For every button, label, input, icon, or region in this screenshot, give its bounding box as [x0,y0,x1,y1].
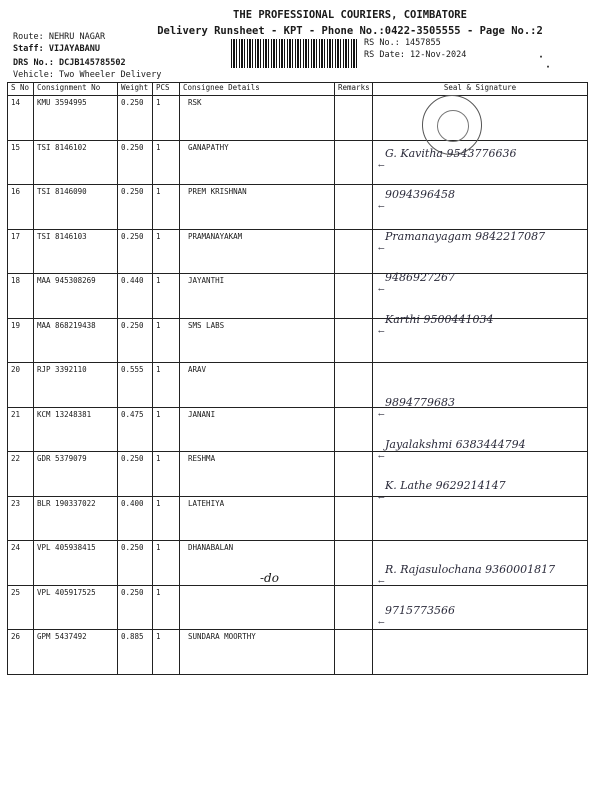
cell-consignee: PREM KRISHNAN [180,185,335,230]
cell-consignee: JAYANTHI [180,274,335,319]
cell-remarks [335,318,373,363]
table-row [8,318,588,363]
cell-weight: 0.440 [118,274,153,319]
ditto-mark: -do [260,570,279,585]
vehicle-label: Vehicle: Two Wheeler Delivery [13,70,162,80]
column-header: Seal & Signature [373,83,588,96]
cell-pcs: 1 [153,363,180,408]
cell-consignment: KCM 13248381 [34,407,118,452]
table-row [8,274,588,319]
cell-sno: 20 [8,363,34,408]
company-title: THE PROFESSIONAL COURIERS, COIMBATORE [233,9,467,21]
tick-mark-icon: ← [378,285,385,295]
handwritten-signature: 9894779683 [385,396,455,410]
handwritten-signature: 9715773566 [385,604,455,618]
cell-sno: 15 [8,140,34,185]
cell-consignee: JANANI [180,407,335,452]
table-header-row [8,83,588,96]
tick-mark-icon: ← [378,576,385,586]
cell-remarks [335,229,373,274]
table-row [8,585,588,630]
barcode-icon [231,39,358,68]
cell-weight: 0.250 [118,185,153,230]
cell-pcs: 1 [153,541,180,586]
cell-consignee: DHANABALAN [180,541,335,586]
cell-sno: 26 [8,630,34,675]
cell-pcs: 1 [153,274,180,319]
cell-sno: 21 [8,407,34,452]
cell-pcs: 1 [153,318,180,363]
cell-consignee: ARAV [180,363,335,408]
cell-weight: 0.475 [118,407,153,452]
cell-consignee: SUNDARA MOORTHY [180,630,335,675]
cell-pcs: 1 [153,452,180,497]
tick-mark-icon: ← [378,327,385,336]
cell-consignee [180,585,335,630]
cell-weight: 0.885 [118,630,153,675]
handwritten-signature: 9486927267 [385,271,455,285]
cell-remarks [335,452,373,497]
cell-consignment: BLR 190337022 [34,496,118,541]
cell-remarks [335,140,373,185]
column-header: Consignment No [34,83,118,96]
cell-weight: 0.250 [118,452,153,497]
cell-consignment: TSI 8146090 [34,185,118,230]
route-label: Route: NEHRU NAGAR [13,32,106,42]
pen-mark-icon: · [538,52,545,63]
runsheet-subtitle: Delivery Runsheet - KPT - Phone No.:0422-3505555 - Page No.:2 [157,25,543,37]
column-header: S No [8,83,34,96]
table-row [8,185,588,230]
cell-weight: 0.250 [118,318,153,363]
cell-consignment: GDR 5379079 [34,452,118,497]
cell-consignee: RESHMA [180,452,335,497]
handwritten-signature: Pramanayagam 9842217087 [385,229,546,243]
handwritten-signature: Karthi 9500441034 [385,313,494,326]
cell-weight: 0.250 [118,96,153,141]
cell-consignment: RJP 3392110 [34,363,118,408]
cell-consignment: KMU 3594995 [34,96,118,141]
cell-remarks [335,496,373,541]
tick-mark-icon: ← [378,493,385,503]
tick-mark-icon: ← [378,618,385,628]
handwritten-signature: G. Kavitha 9543776636 [385,146,517,160]
cell-consignment: TSI 8146103 [34,229,118,274]
cell-weight: 0.250 [118,229,153,274]
handwritten-signature: Jayalakshmi 6383444794 [385,437,526,451]
cell-weight: 0.250 [118,541,153,586]
cell-weight: 0.250 [118,140,153,185]
cell-pcs: 1 [153,185,180,230]
delivery-table [7,82,588,675]
cell-pcs: 1 [153,140,180,185]
cell-consignee: RSK [180,96,335,141]
cell-pcs: 1 [153,585,180,630]
cell-pcs: 1 [153,630,180,675]
cell-signature [373,496,588,541]
rs-number: RS No.: 1457855 [364,38,441,48]
cell-pcs: 1 [153,96,180,141]
cell-sno: 18 [8,274,34,319]
cell-remarks [335,585,373,630]
cell-pcs: 1 [153,496,180,541]
column-header: Weight [118,83,153,96]
cell-consignee: PRAMANAYAKAM [180,229,335,274]
cell-sno: 14 [8,96,34,141]
cell-remarks [335,541,373,586]
table-row [8,363,588,408]
cell-remarks [335,96,373,141]
cell-remarks [335,407,373,452]
cell-sno: 24 [8,541,34,586]
table-row [8,496,588,541]
tick-mark-icon: ← [378,160,385,170]
cell-signature [373,630,588,675]
cell-remarks [335,274,373,319]
column-header: PCS [153,83,180,96]
column-header: Consignee Details [180,83,335,96]
cell-consignee: LATEHIYA [180,496,335,541]
cell-sno: 17 [8,229,34,274]
cell-pcs: 1 [153,407,180,452]
cell-sno: 22 [8,452,34,497]
cell-consignee: GANAPATHY [180,140,335,185]
cell-remarks [335,630,373,675]
cell-remarks [335,363,373,408]
cell-consignment: MAA 945308269 [34,274,118,319]
rs-date: RS Date: 12-Nov-2024 [364,50,467,60]
cell-consignment: TSI 8146102 [34,140,118,185]
tick-mark-icon: ← [378,243,385,253]
tick-mark-icon: ← [378,410,385,420]
cell-sno: 16 [8,185,34,230]
cell-consignee: SMS LABS [180,318,335,363]
cell-sno: 19 [8,318,34,363]
cell-weight: 0.400 [118,496,153,541]
column-header: Remarks [335,83,373,96]
tick-mark-icon: ← [378,451,385,461]
drs-number: DRS No.: DCJB145785502 [13,58,126,68]
pen-mark-icon: · [545,62,552,73]
handwritten-signature: K. Lathe 9629214147 [385,479,506,493]
cell-sno: 23 [8,496,34,541]
cell-consignment: VPL 405917525 [34,585,118,630]
handwritten-signature: R. Rajasulochana 9360001817 [385,562,556,576]
cell-consignment: GPM 5437492 [34,630,118,675]
cell-remarks [335,185,373,230]
table-row [8,630,588,675]
cell-pcs: 1 [153,229,180,274]
cell-weight: 0.250 [118,585,153,630]
cell-consignment: MAA 868219438 [34,318,118,363]
cell-weight: 0.555 [118,363,153,408]
table-row [8,96,588,141]
cell-sno: 25 [8,585,34,630]
cell-consignment: VPL 405938415 [34,541,118,586]
handwritten-signature: 9094396458 [385,188,455,202]
staff-label: Staff: VIJAYABANU [13,44,100,54]
tick-mark-icon: ← [378,202,385,212]
